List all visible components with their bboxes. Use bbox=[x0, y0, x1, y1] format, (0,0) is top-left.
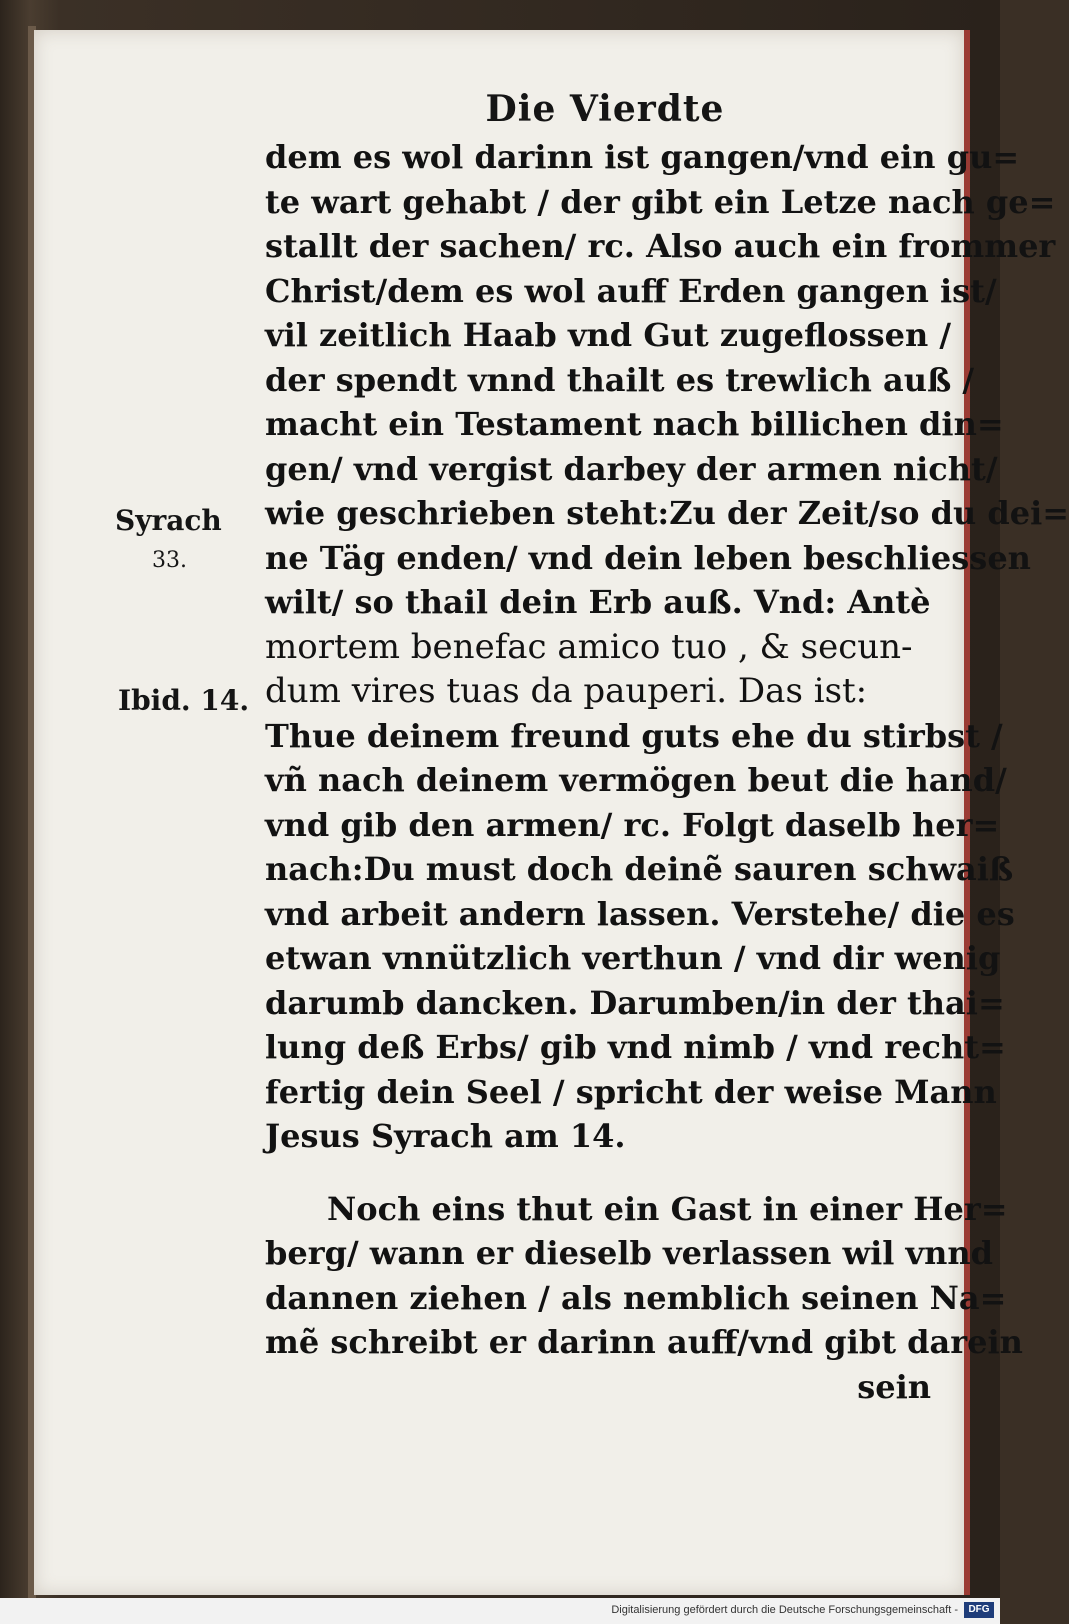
text-line: wie geschrieben steht:Zu der Zeit/so du dei= bbox=[265, 494, 1069, 532]
text-line: vil zeitlich Haab vnd Gut zugeflossen / bbox=[265, 316, 952, 354]
text-line: Noch eins thut ein Gast in einer Her= bbox=[327, 1189, 1008, 1228]
text-line: dum vires tuas da pauperi. Das ist: bbox=[265, 671, 868, 711]
text-line: gen/ vnd vergist darbey der armen nicht/ bbox=[265, 449, 998, 488]
margin-note-ibid: Ibid. 14. bbox=[118, 684, 250, 717]
text-line: Jesus Syrach am 14. bbox=[265, 1117, 626, 1155]
text-line: darumb dancken. Darumben/in der thai= bbox=[265, 983, 1005, 1022]
text-line: fertig dein Seel / spricht der weise Mann bbox=[265, 1072, 997, 1111]
text-line: nach:Du must doch deinẽ sauren schwaiß bbox=[265, 850, 1014, 888]
text-line: stallt der sachen/ rc. Also auch ein frommer bbox=[265, 227, 1056, 265]
text-line: vnd arbeit andern lassen. Verstehe/ die es bbox=[265, 894, 1015, 933]
catchword: sein bbox=[857, 1367, 931, 1406]
paragraph-gap bbox=[265, 1159, 945, 1187]
funding-credit: Digitalisierung gefördert durch die Deutsche Forschungsgemeinschaft - bbox=[611, 1604, 958, 1616]
text-line: Thue deinem freund guts ehe du stirbst / bbox=[265, 716, 1003, 755]
text-line: dannen ziehen / als nemblich seinen Na= bbox=[265, 1278, 1007, 1317]
text-line: macht ein Testament nach billichen din= bbox=[265, 405, 1004, 443]
text-line: te wart gehabt / der gibt ein Letze nach ge= bbox=[265, 182, 1056, 221]
text-line: lung deß Erbs/ gib vnd nimb / vnd recht= bbox=[265, 1028, 1006, 1066]
text-line: der spendt vnnd thailt es trewlich auß / bbox=[265, 360, 975, 399]
text-line: dem es wol darinn ist gangen/vnd ein gu= bbox=[265, 138, 1020, 176]
text-line: mẽ schreibt er darinn auff/vnd gibt darein bbox=[265, 1323, 1023, 1361]
text-line: vnd gib den armen/ rc. Folgt daselb her= bbox=[265, 805, 1000, 844]
text-line: Christ/dem es wol auff Erden gangen ist/ bbox=[265, 271, 997, 310]
text-line: wilt/ so thail dein Erb auß. Vnd: Antè bbox=[265, 583, 931, 621]
dfg-logo: DFG bbox=[964, 1602, 994, 1618]
footer-bar bbox=[0, 1598, 1000, 1624]
page-body bbox=[265, 135, 1069, 1409]
text-line: vñ nach deinem vermögen beut die hand/ bbox=[265, 761, 1007, 799]
margin-note-syrach: Syrach bbox=[115, 504, 222, 537]
margin-note-syrach-number: 33. bbox=[152, 548, 187, 573]
text-line: berg/ wann er dieselb verlassen wil vnnd bbox=[265, 1234, 994, 1272]
text-line: mortem benefac amico tuo , & secun- bbox=[265, 626, 913, 667]
text-line: etwan vnnützlich verthun / vnd dir wenig bbox=[265, 939, 1001, 977]
text-line: ne Täg enden/ vnd dein leben beschliessen bbox=[265, 538, 1031, 577]
running-head: Die Vierdte bbox=[485, 88, 725, 130]
